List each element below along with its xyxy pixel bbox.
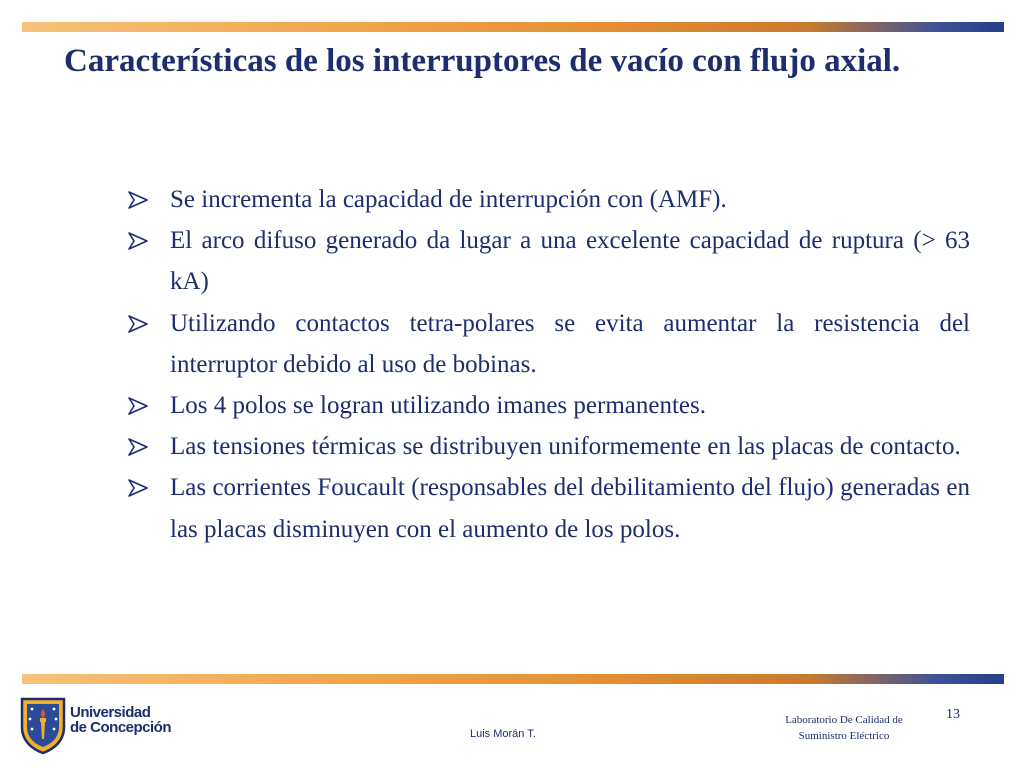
bottom-decorative-bar	[22, 674, 1004, 684]
bullet-item	[128, 426, 970, 467]
slide-title: Características de los interruptores de vacío con flujo axial.	[64, 43, 901, 79]
bullet-text: Las corrientes Foucault (responsables del debilitamiento del flujo) generadas en las placas disminuyen con el aumento de los polos.	[170, 474, 970, 543]
bullet-item	[128, 220, 970, 302]
arrow-bullet-icon	[128, 397, 148, 415]
university-shield-icon	[20, 697, 66, 755]
arrow-bullet-icon	[128, 191, 148, 209]
lab-name	[758, 712, 930, 744]
page-number: 13	[946, 707, 960, 722]
bullet-text: Los 4 polos se logran utilizando imanes permanentes.	[170, 392, 706, 420]
bullet-text: Las tensiones térmicas se distribuyen uniformemente en las placas de contacto.	[170, 433, 961, 461]
author-name: Luis Morán T.	[470, 728, 536, 740]
bullet-item	[128, 467, 970, 549]
arrow-bullet-icon	[128, 232, 148, 250]
arrow-bullet-icon	[128, 438, 148, 456]
university-logo	[20, 697, 180, 757]
logo-text-line1: Universidad	[70, 704, 151, 721]
bullet-text: El arco difuso generado da lugar a una excelente capacidad de ruptura (> 63 kA)	[170, 227, 970, 296]
bullet-item	[128, 303, 970, 385]
bullet-item	[128, 179, 970, 220]
bullet-text: Se incrementa la capacidad de interrupción con (AMF).	[170, 186, 727, 213]
lab-name-line1: Laboratorio De Calidad de	[785, 714, 903, 726]
bullet-text: Utilizando contactos tetra-polares se evita aumentar la resistencia del interruptor debido al uso de bobinas.	[170, 309, 970, 378]
lab-name-line2: Suministro Eléctrico	[798, 730, 890, 742]
logo-text-line2: de Concepción	[70, 719, 172, 736]
top-decorative-bar	[22, 22, 1004, 32]
bullet-item	[128, 385, 970, 426]
bullet-list	[128, 179, 970, 550]
arrow-bullet-icon	[128, 315, 148, 333]
arrow-bullet-icon	[128, 479, 148, 497]
